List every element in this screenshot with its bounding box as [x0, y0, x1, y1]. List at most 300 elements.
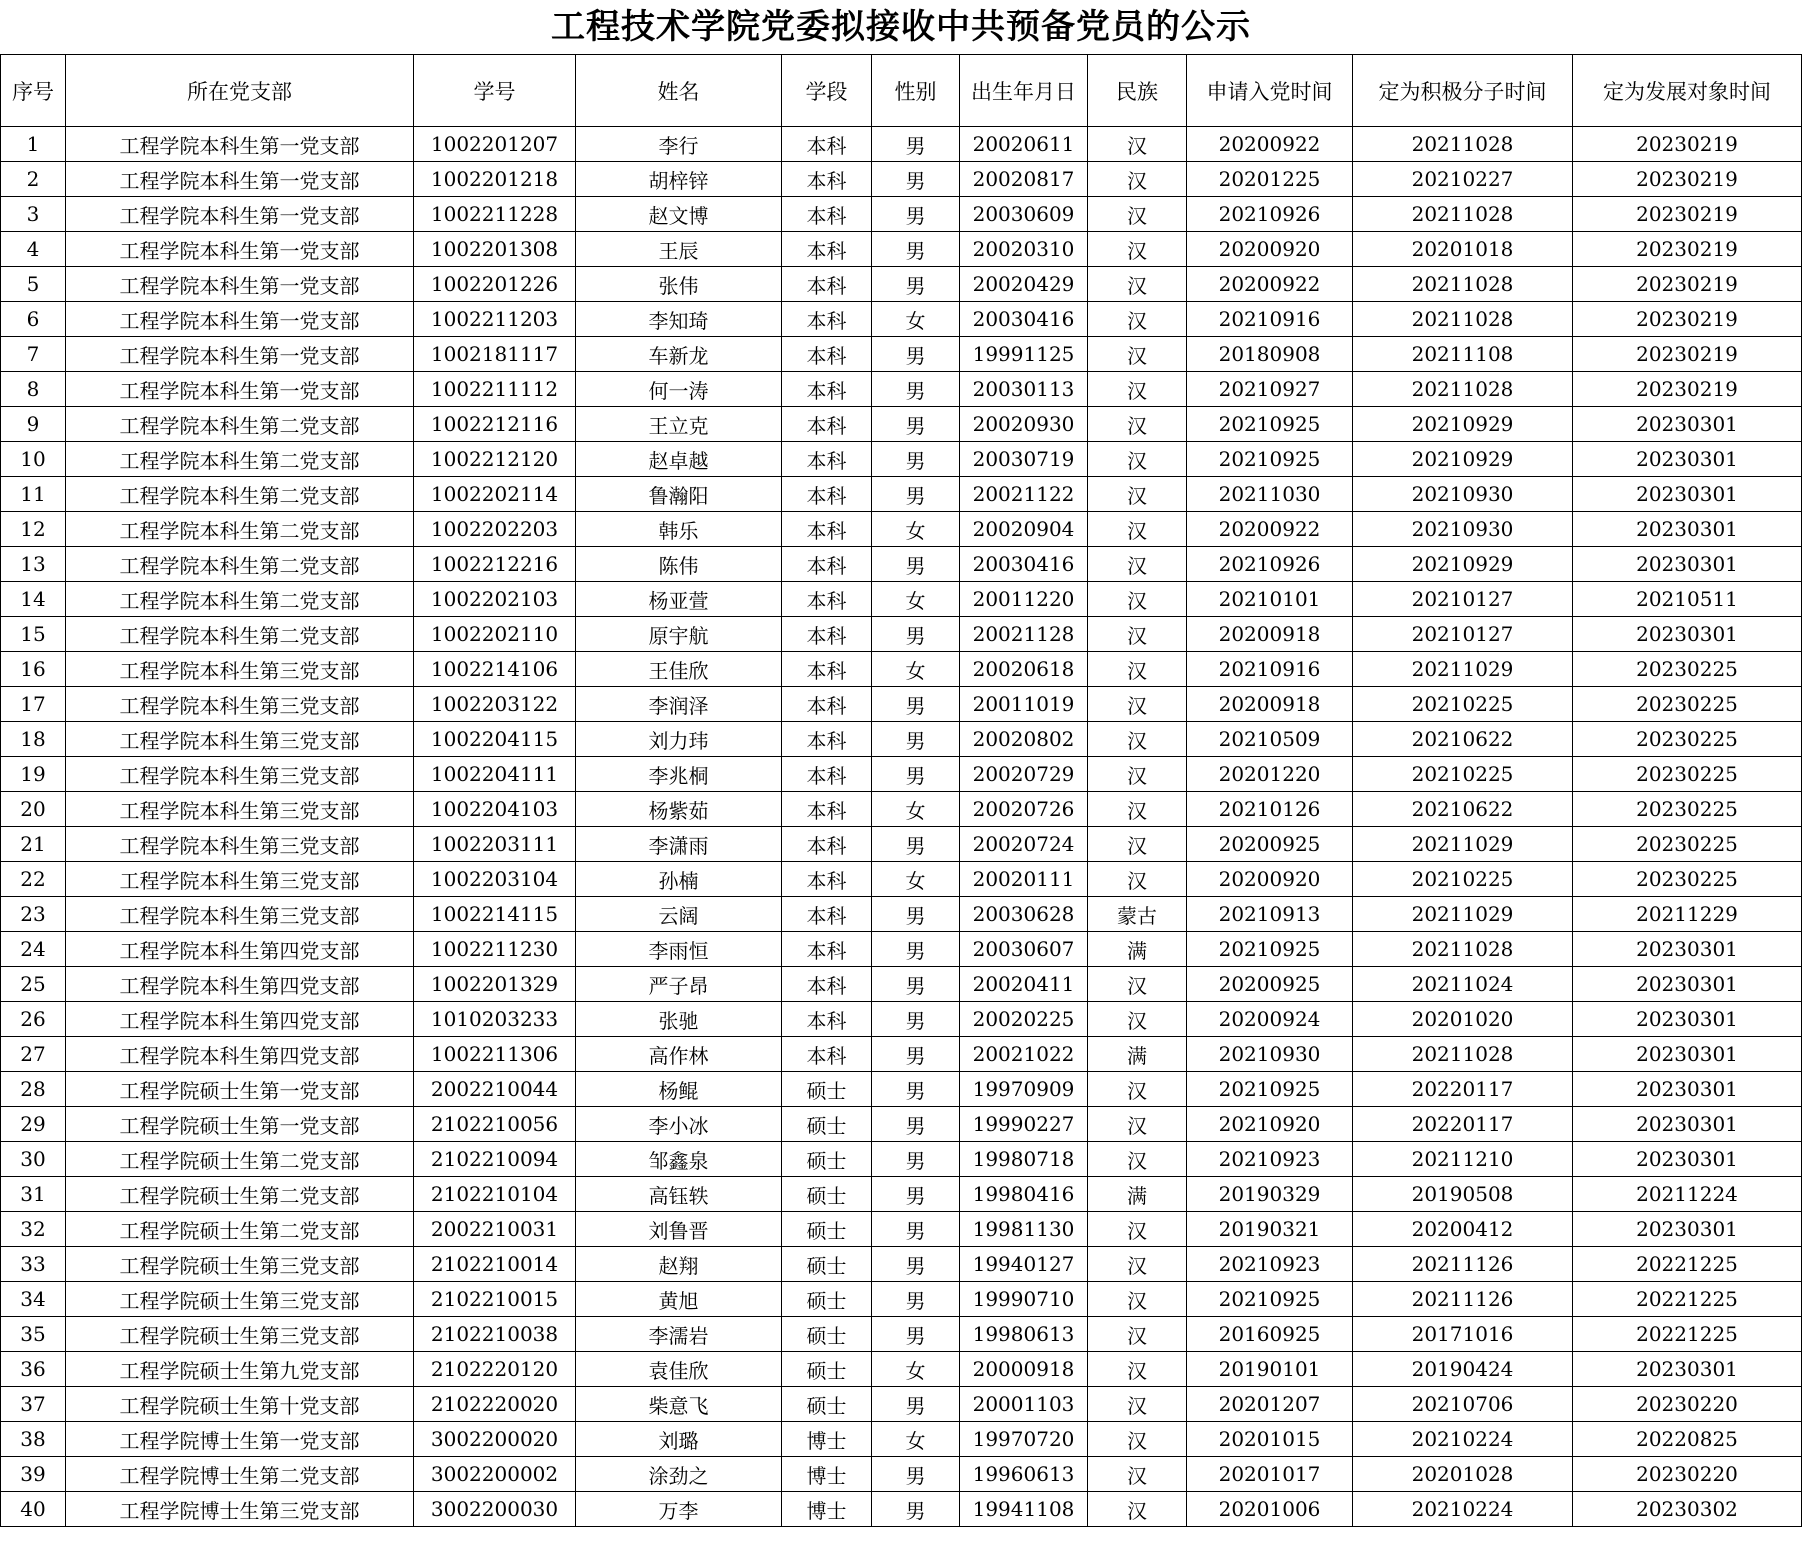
- table-cell: 工程学院本科生第二党支部: [66, 512, 414, 547]
- table-cell: 20201225: [1187, 162, 1353, 197]
- table-cell: 1002211228: [414, 197, 576, 232]
- table-row: [1, 407, 1802, 442]
- table-cell: 20230301: [1573, 477, 1802, 512]
- table-cell: 工程学院硕士生第一党支部: [66, 1107, 414, 1142]
- table-cell: 40: [1, 1492, 66, 1527]
- table-cell: 2102220120: [414, 1352, 576, 1387]
- table-row: [1, 792, 1802, 827]
- table-row: [1, 862, 1802, 897]
- column-header: 出生年月日: [960, 55, 1088, 127]
- table-cell: 本科: [782, 792, 872, 827]
- table-cell: 3002200020: [414, 1422, 576, 1457]
- table-cell: 工程学院硕士生第十党支部: [66, 1387, 414, 1422]
- table-cell: 20230301: [1573, 932, 1802, 967]
- table-cell: 20210622: [1353, 722, 1573, 757]
- table-cell: 孙楠: [576, 862, 782, 897]
- table-cell: 20210923: [1187, 1142, 1353, 1177]
- table-cell: 工程学院硕士生第三党支部: [66, 1247, 414, 1282]
- table-cell: 本科: [782, 302, 872, 337]
- table-cell: 男: [872, 232, 960, 267]
- header-row: [1, 55, 1802, 127]
- table-cell: 20221225: [1573, 1247, 1802, 1282]
- table-cell: 34: [1, 1282, 66, 1317]
- table-cell: 20230302: [1573, 1492, 1802, 1527]
- table-cell: 20020904: [960, 512, 1088, 547]
- table-row: [1, 232, 1802, 267]
- table-cell: 20020724: [960, 827, 1088, 862]
- table-cell: 王佳欣: [576, 652, 782, 687]
- table-cell: 4: [1, 232, 66, 267]
- table-cell: 本科: [782, 862, 872, 897]
- table-cell: 20230301: [1573, 1142, 1802, 1177]
- table-cell: 2102210056: [414, 1107, 576, 1142]
- table-cell: 7: [1, 337, 66, 372]
- table-cell: 20230225: [1573, 862, 1802, 897]
- table-cell: 汉: [1088, 687, 1187, 722]
- table-cell: 19980718: [960, 1142, 1088, 1177]
- table-cell: 本科: [782, 932, 872, 967]
- table-cell: 男: [872, 1457, 960, 1492]
- table-row: [1, 932, 1802, 967]
- table-cell: 19: [1, 757, 66, 792]
- table-cell: 2102210038: [414, 1317, 576, 1352]
- table-cell: 20230219: [1573, 232, 1802, 267]
- table-cell: 汉: [1088, 442, 1187, 477]
- table-cell: 20230301: [1573, 1212, 1802, 1247]
- table-cell: 20211210: [1353, 1142, 1573, 1177]
- table-cell: 男: [872, 372, 960, 407]
- table-cell: 汉: [1088, 722, 1187, 757]
- table-cell: 汉: [1088, 1457, 1187, 1492]
- table-cell: 工程学院本科生第四党支部: [66, 967, 414, 1002]
- table-cell: 汉: [1088, 1352, 1187, 1387]
- table-cell: 汉: [1088, 372, 1187, 407]
- table-cell: 19980613: [960, 1317, 1088, 1352]
- table-cell: 20001103: [960, 1387, 1088, 1422]
- table-cell: 工程学院本科生第三党支部: [66, 722, 414, 757]
- table-cell: 20210925: [1187, 407, 1353, 442]
- table-cell: 1002203111: [414, 827, 576, 862]
- table-cell: 男: [872, 687, 960, 722]
- table-cell: 20210224: [1353, 1492, 1573, 1527]
- table-cell: 李知琦: [576, 302, 782, 337]
- table-cell: 工程学院硕士生第二党支部: [66, 1212, 414, 1247]
- table-cell: 20230225: [1573, 722, 1802, 757]
- table-cell: 工程学院本科生第二党支部: [66, 477, 414, 512]
- table-cell: 1002211230: [414, 932, 576, 967]
- table-cell: 20211028: [1353, 267, 1573, 302]
- table-cell: 本科: [782, 547, 872, 582]
- table-cell: 汉: [1088, 162, 1187, 197]
- table-cell: 工程学院本科生第二党支部: [66, 617, 414, 652]
- table-cell: 万李: [576, 1492, 782, 1527]
- table-cell: 汉: [1088, 1317, 1187, 1352]
- table-cell: 20210925: [1187, 1282, 1353, 1317]
- table-cell: 本科: [782, 967, 872, 1002]
- table-cell: 男: [872, 1177, 960, 1212]
- table-cell: 男: [872, 162, 960, 197]
- table-row: [1, 722, 1802, 757]
- table-cell: 1002211112: [414, 372, 576, 407]
- table-cell: 汉: [1088, 232, 1187, 267]
- table-cell: 男: [872, 967, 960, 1002]
- table-cell: 1002202114: [414, 477, 576, 512]
- table-cell: 硕士: [782, 1177, 872, 1212]
- table-cell: 20211028: [1353, 372, 1573, 407]
- table-cell: 20221225: [1573, 1317, 1802, 1352]
- table-cell: 20211224: [1573, 1177, 1802, 1212]
- table-cell: 19940127: [960, 1247, 1088, 1282]
- table-cell: 工程学院本科生第三党支部: [66, 792, 414, 827]
- table-cell: 20230301: [1573, 1002, 1802, 1037]
- column-header: 定为发展对象时间: [1573, 55, 1802, 127]
- table-cell: 本科: [782, 372, 872, 407]
- table-cell: 本科: [782, 897, 872, 932]
- table-cell: 20211029: [1353, 652, 1573, 687]
- table-cell: 19980416: [960, 1177, 1088, 1212]
- table-cell: 20220117: [1353, 1107, 1573, 1142]
- table-cell: 20020802: [960, 722, 1088, 757]
- table-cell: 硕士: [782, 1107, 872, 1142]
- table-row: [1, 1457, 1802, 1492]
- table-cell: 20020111: [960, 862, 1088, 897]
- table-cell: 19960613: [960, 1457, 1088, 1492]
- table-cell: 汉: [1088, 1282, 1187, 1317]
- table-cell: 20000918: [960, 1352, 1088, 1387]
- table-cell: 汉: [1088, 267, 1187, 302]
- table-cell: 20210926: [1187, 197, 1353, 232]
- table-cell: 女: [872, 862, 960, 897]
- table-cell: 汉: [1088, 1387, 1187, 1422]
- table-cell: 21: [1, 827, 66, 862]
- table-cell: 1002212120: [414, 442, 576, 477]
- table-cell: 32: [1, 1212, 66, 1247]
- table-cell: 工程学院本科生第二党支部: [66, 582, 414, 617]
- table-row: [1, 757, 1802, 792]
- table-cell: 工程学院本科生第三党支部: [66, 757, 414, 792]
- table-cell: 20210706: [1353, 1387, 1573, 1422]
- table-cell: 20210622: [1353, 792, 1573, 827]
- table-cell: 邹鑫泉: [576, 1142, 782, 1177]
- table-row: [1, 512, 1802, 547]
- table-row: [1, 1142, 1802, 1177]
- table-cell: 工程学院本科生第一党支部: [66, 162, 414, 197]
- table-cell: 20210916: [1187, 652, 1353, 687]
- table-cell: 19991125: [960, 337, 1088, 372]
- table-cell: 1002201226: [414, 267, 576, 302]
- table-cell: 本科: [782, 232, 872, 267]
- table-cell: 20210225: [1353, 687, 1573, 722]
- table-cell: 20200412: [1353, 1212, 1573, 1247]
- table-cell: 20210920: [1187, 1107, 1353, 1142]
- table-cell: 女: [872, 792, 960, 827]
- table-cell: 35: [1, 1317, 66, 1352]
- table-row: [1, 1247, 1802, 1282]
- table-cell: 1002211203: [414, 302, 576, 337]
- table-cell: 20210925: [1187, 932, 1353, 967]
- table-cell: 20210127: [1353, 582, 1573, 617]
- table-cell: 李兆桐: [576, 757, 782, 792]
- table-cell: 李雨恒: [576, 932, 782, 967]
- table-row: [1, 1282, 1802, 1317]
- table-cell: 男: [872, 477, 960, 512]
- table-cell: 12: [1, 512, 66, 547]
- table-cell: 9: [1, 407, 66, 442]
- table-cell: 汉: [1088, 967, 1187, 1002]
- table-cell: 工程学院本科生第二党支部: [66, 547, 414, 582]
- table-cell: 1002203104: [414, 862, 576, 897]
- table-cell: 20230225: [1573, 827, 1802, 862]
- table-cell: 20200920: [1187, 232, 1353, 267]
- table-cell: 1002202103: [414, 582, 576, 617]
- table-cell: 20201006: [1187, 1492, 1353, 1527]
- table-cell: 20220825: [1573, 1422, 1802, 1457]
- table-cell: 工程学院本科生第一党支部: [66, 302, 414, 337]
- table-cell: 硕士: [782, 1387, 872, 1422]
- table-cell: 男: [872, 442, 960, 477]
- table-cell: 20200918: [1187, 617, 1353, 652]
- table-cell: 24: [1, 932, 66, 967]
- table-cell: 工程学院本科生第三党支部: [66, 687, 414, 722]
- table-cell: 20210930: [1353, 512, 1573, 547]
- table-cell: 赵文博: [576, 197, 782, 232]
- table-cell: 20201015: [1187, 1422, 1353, 1457]
- table-row: [1, 442, 1802, 477]
- table-cell: 20020618: [960, 652, 1088, 687]
- table-cell: 11: [1, 477, 66, 512]
- table-cell: 硕士: [782, 1282, 872, 1317]
- table-cell: 20210923: [1187, 1247, 1353, 1282]
- table-header: [1, 55, 1802, 127]
- table-cell: 20210225: [1353, 757, 1573, 792]
- table-cell: 20190508: [1353, 1177, 1573, 1212]
- table-row: [1, 1387, 1802, 1422]
- table-cell: 19941108: [960, 1492, 1088, 1527]
- table-cell: 19981130: [960, 1212, 1088, 1247]
- table-cell: 20210511: [1573, 582, 1802, 617]
- table-cell: 20200922: [1187, 267, 1353, 302]
- table-row: [1, 652, 1802, 687]
- table-cell: 工程学院本科生第二党支部: [66, 407, 414, 442]
- table-cell: 汉: [1088, 337, 1187, 372]
- table-cell: 满: [1088, 1037, 1187, 1072]
- table-cell: 鲁瀚阳: [576, 477, 782, 512]
- table-cell: 30: [1, 1142, 66, 1177]
- table-cell: 20230301: [1573, 1072, 1802, 1107]
- table-cell: 韩乐: [576, 512, 782, 547]
- table-cell: 20201020: [1353, 1002, 1573, 1037]
- table-cell: 20200925: [1187, 827, 1353, 862]
- table-cell: 汉: [1088, 302, 1187, 337]
- table-cell: 工程学院本科生第一党支部: [66, 197, 414, 232]
- table-cell: 1002204111: [414, 757, 576, 792]
- table-row: [1, 1317, 1802, 1352]
- table-cell: 1010203233: [414, 1002, 576, 1037]
- table-cell: 工程学院本科生第四党支部: [66, 1037, 414, 1072]
- table-cell: 20230219: [1573, 127, 1802, 162]
- table-cell: 男: [872, 547, 960, 582]
- table-cell: 14: [1, 582, 66, 617]
- table-cell: 汉: [1088, 1422, 1187, 1457]
- table-cell: 本科: [782, 582, 872, 617]
- table-cell: 2102210094: [414, 1142, 576, 1177]
- table-cell: 男: [872, 1247, 960, 1282]
- table-cell: 33: [1, 1247, 66, 1282]
- table-cell: 20200925: [1187, 967, 1353, 1002]
- table-cell: 博士: [782, 1457, 872, 1492]
- page-title: 工程技术学院党委拟接收中共预备党员的公示: [551, 7, 1251, 47]
- table-row: [1, 477, 1802, 512]
- table-cell: 汉: [1088, 197, 1187, 232]
- table-cell: 硕士: [782, 1072, 872, 1107]
- table-cell: 3002200030: [414, 1492, 576, 1527]
- table-cell: 10: [1, 442, 66, 477]
- table-cell: 23: [1, 897, 66, 932]
- table-row: [1, 547, 1802, 582]
- table-cell: 男: [872, 617, 960, 652]
- table-cell: 20201220: [1187, 757, 1353, 792]
- table-cell: 男: [872, 932, 960, 967]
- table-cell: 20211030: [1187, 477, 1353, 512]
- table-cell: 本科: [782, 722, 872, 757]
- table-cell: 汉: [1088, 407, 1187, 442]
- table-row: [1, 687, 1802, 722]
- table-row: [1, 127, 1802, 162]
- table-cell: 工程学院博士生第二党支部: [66, 1457, 414, 1492]
- table-cell: 男: [872, 1002, 960, 1037]
- table-cell: 20230219: [1573, 372, 1802, 407]
- table-cell: 20211108: [1353, 337, 1573, 372]
- table-cell: 20021122: [960, 477, 1088, 512]
- table-cell: 女: [872, 512, 960, 547]
- table-cell: 20021022: [960, 1037, 1088, 1072]
- table-cell: 工程学院本科生第四党支部: [66, 1002, 414, 1037]
- table-cell: 20210926: [1187, 547, 1353, 582]
- table-cell: 20: [1, 792, 66, 827]
- table-cell: 20210929: [1353, 407, 1573, 442]
- table-cell: 工程学院本科生第一党支部: [66, 127, 414, 162]
- table-cell: 男: [872, 1037, 960, 1072]
- table-cell: 汉: [1088, 1142, 1187, 1177]
- table-cell: 20230225: [1573, 652, 1802, 687]
- table-cell: 1002202110: [414, 617, 576, 652]
- table-cell: 汉: [1088, 652, 1187, 687]
- table-cell: 20020411: [960, 967, 1088, 1002]
- table-cell: 汉: [1088, 1072, 1187, 1107]
- table-cell: 杨亚萱: [576, 582, 782, 617]
- table-cell: 2102210104: [414, 1177, 576, 1212]
- table-row: [1, 337, 1802, 372]
- table-cell: 20021128: [960, 617, 1088, 652]
- table-cell: 20230220: [1573, 1387, 1802, 1422]
- table-cell: 20211028: [1353, 302, 1573, 337]
- table-cell: 20030113: [960, 372, 1088, 407]
- table-cell: 20210225: [1353, 862, 1573, 897]
- table-cell: 云阔: [576, 897, 782, 932]
- table-cell: 20230301: [1573, 407, 1802, 442]
- table-cell: 博士: [782, 1492, 872, 1527]
- table-cell: 李濡岩: [576, 1317, 782, 1352]
- table-cell: 20230219: [1573, 302, 1802, 337]
- table-row: [1, 1177, 1802, 1212]
- table-cell: 20230301: [1573, 1037, 1802, 1072]
- table-cell: 工程学院硕士生第三党支部: [66, 1317, 414, 1352]
- table-cell: 女: [872, 582, 960, 617]
- table-cell: 36: [1, 1352, 66, 1387]
- table-cell: 20201207: [1187, 1387, 1353, 1422]
- table-cell: 汉: [1088, 1212, 1187, 1247]
- table-cell: 男: [872, 1142, 960, 1177]
- table-cell: 20020930: [960, 407, 1088, 442]
- table-cell: 20020310: [960, 232, 1088, 267]
- table-cell: 男: [872, 337, 960, 372]
- table-cell: 女: [872, 652, 960, 687]
- table-cell: 20210925: [1187, 1072, 1353, 1107]
- table-cell: 本科: [782, 162, 872, 197]
- table-cell: 19970720: [960, 1422, 1088, 1457]
- table-cell: 31: [1, 1177, 66, 1212]
- table-row: [1, 967, 1802, 1002]
- table-cell: 2102210014: [414, 1247, 576, 1282]
- table-cell: 20200922: [1187, 512, 1353, 547]
- table-cell: 22: [1, 862, 66, 897]
- table-cell: 赵翔: [576, 1247, 782, 1282]
- table-cell: 20030416: [960, 547, 1088, 582]
- table-cell: 工程学院硕士生第一党支部: [66, 1072, 414, 1107]
- table-cell: 1002201207: [414, 127, 576, 162]
- table-cell: 1002214115: [414, 897, 576, 932]
- table-cell: 3002200002: [414, 1457, 576, 1492]
- table-cell: 杨紫茹: [576, 792, 782, 827]
- table-cell: 27: [1, 1037, 66, 1072]
- table-cell: 男: [872, 1107, 960, 1142]
- table-cell: 20210127: [1353, 617, 1573, 652]
- column-header: 姓名: [576, 55, 782, 127]
- table-cell: 2002210031: [414, 1212, 576, 1247]
- table-cell: 硕士: [782, 1317, 872, 1352]
- column-header: 所在党支部: [66, 55, 414, 127]
- table-cell: 工程学院本科生第一党支部: [66, 267, 414, 302]
- table-cell: 20180908: [1187, 337, 1353, 372]
- table-cell: 本科: [782, 1037, 872, 1072]
- table-cell: 刘璐: [576, 1422, 782, 1457]
- table-cell: 本科: [782, 337, 872, 372]
- table-cell: 杨鲲: [576, 1072, 782, 1107]
- table-cell: 20210929: [1353, 547, 1573, 582]
- table-cell: 1002201218: [414, 162, 576, 197]
- table-cell: 20230219: [1573, 197, 1802, 232]
- table-cell: 20211126: [1353, 1282, 1573, 1317]
- table-cell: 20020611: [960, 127, 1088, 162]
- table-cell: 1002204103: [414, 792, 576, 827]
- table-cell: 20200918: [1187, 687, 1353, 722]
- table-cell: 工程学院本科生第一党支部: [66, 372, 414, 407]
- table-cell: 张伟: [576, 267, 782, 302]
- table-row: [1, 1352, 1802, 1387]
- table-cell: 1002212216: [414, 547, 576, 582]
- table-cell: 男: [872, 1072, 960, 1107]
- table-cell: 工程学院本科生第三党支部: [66, 827, 414, 862]
- table-cell: 20211229: [1573, 897, 1802, 932]
- table-cell: 本科: [782, 197, 872, 232]
- table-cell: 15: [1, 617, 66, 652]
- column-header: 学号: [414, 55, 576, 127]
- table-cell: 20210913: [1187, 897, 1353, 932]
- table-cell: 1002214106: [414, 652, 576, 687]
- table-cell: 男: [872, 897, 960, 932]
- table-cell: 工程学院本科生第四党支部: [66, 932, 414, 967]
- table-cell: 20230301: [1573, 547, 1802, 582]
